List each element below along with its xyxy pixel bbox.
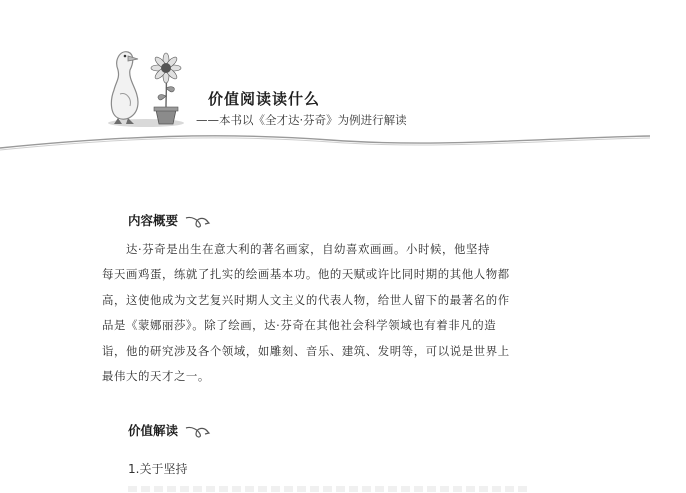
summary-line: 每天画鸡蛋，练就了扎实的绘画基本功。他的天赋或许比同时期的其他人物都	[102, 267, 510, 282]
summary-line: 高，这使他成为文艺复兴时期人文主义的代表人物，给世人留下的最著名的作	[102, 292, 510, 307]
page-subtitle: ——本书以《全才达·芬奇》为例进行解读	[196, 113, 407, 127]
wave-divider	[0, 126, 686, 166]
page-title: 价值阅读读什么	[208, 90, 321, 108]
value-reading-heading	[128, 420, 212, 440]
value-reading-heading-label: 价值解读	[128, 423, 179, 438]
summary-line: 诣，他的研究涉及各个领域，如雕刻、音乐、建筑、发明等，可以说是世界上	[102, 343, 510, 358]
cut-off-text-line	[128, 486, 528, 492]
summary-line: 达·芬奇是出生在意大利的著名画家，自幼喜欢画画。小时候，他坚持	[126, 242, 490, 256]
swirl-icon	[184, 420, 212, 440]
summary-line: 最伟大的天才之一。	[102, 369, 210, 384]
value-reading-item: 1.关于坚持	[128, 462, 188, 476]
summary-heading	[128, 210, 212, 230]
summary-paragraph	[102, 237, 538, 389]
duck-sunflower-illustration	[104, 40, 194, 130]
summary-heading-label: 内容概要	[128, 213, 179, 228]
swirl-icon	[184, 210, 212, 230]
summary-line: 品是《蒙娜丽莎》。除了绘画，达·芬奇在其他社会科学领域也有着非凡的造	[102, 318, 497, 333]
